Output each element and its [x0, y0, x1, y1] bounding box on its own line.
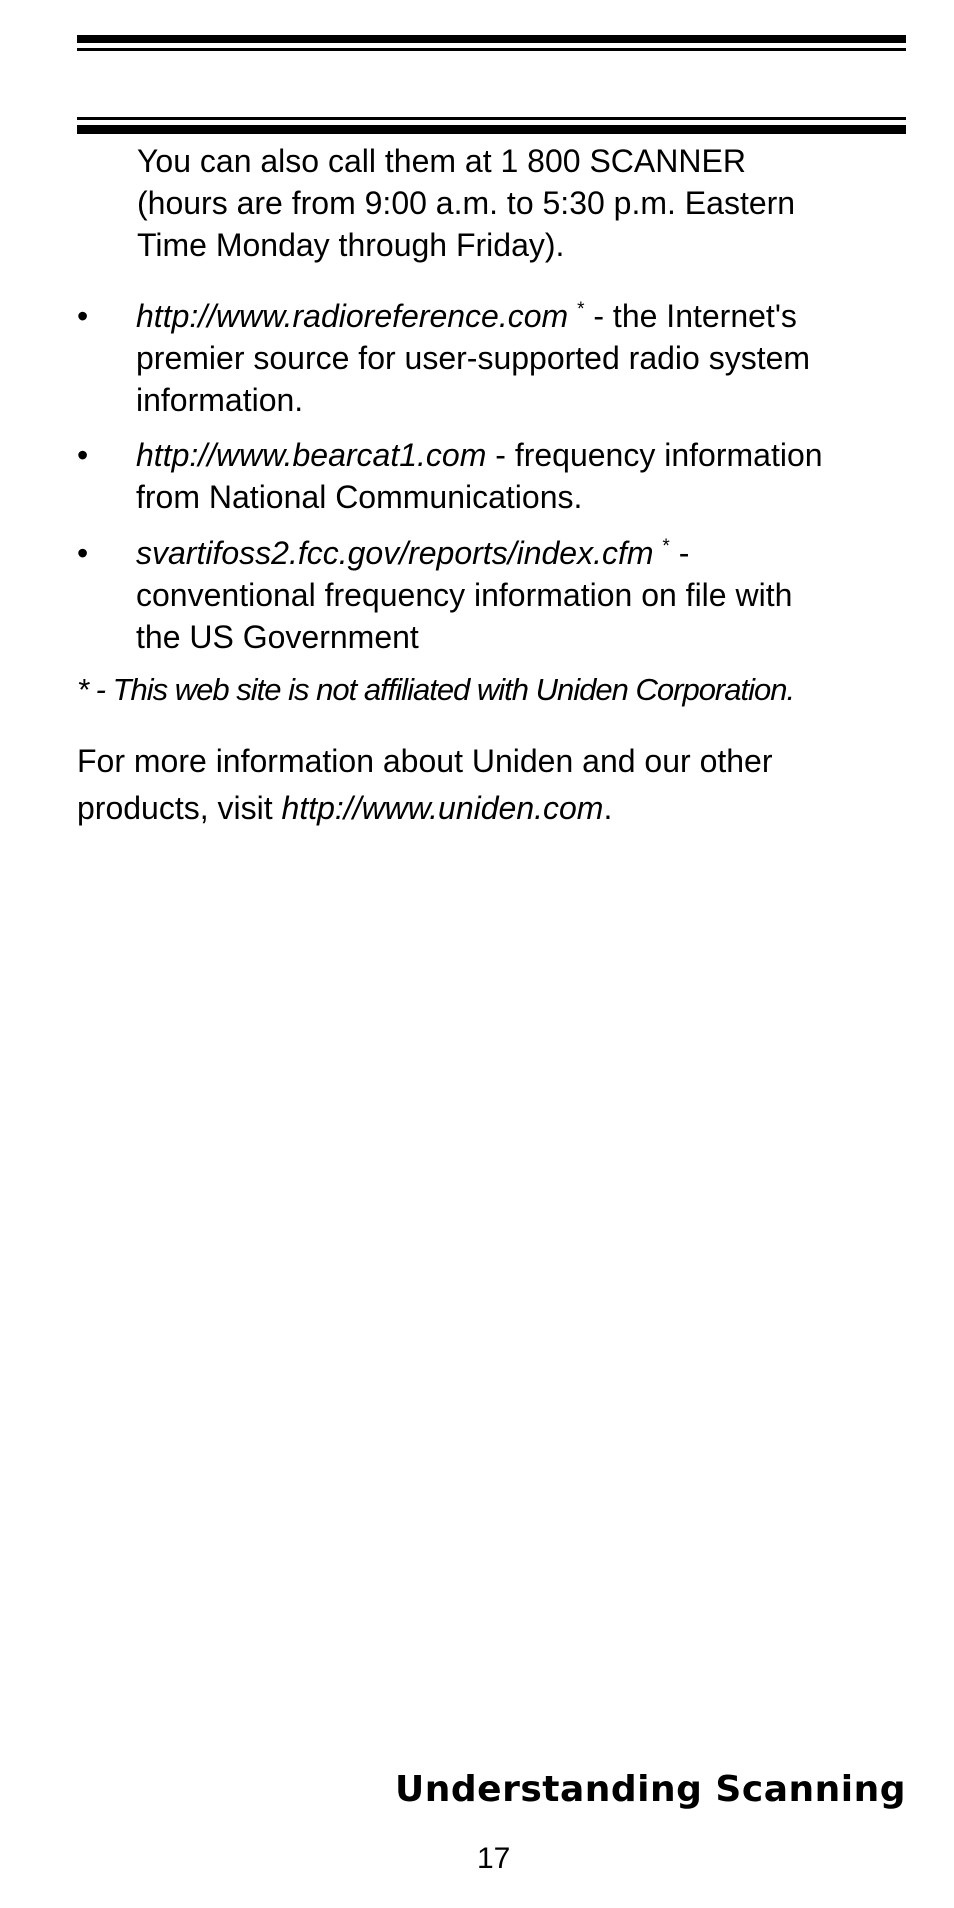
list-item-text: [136, 532, 954, 658]
bullet-icon: •: [77, 437, 89, 473]
list-item-desc: - frequency information: [486, 437, 823, 473]
list-item-desc: - the Internet's: [584, 298, 797, 334]
list-item-desc: information.: [136, 382, 304, 418]
list-item-text: [136, 434, 954, 518]
affiliation-footnote: * - This web site is not affiliated with Uniden Corporation.: [77, 672, 795, 707]
more-info-suffix: .: [603, 790, 613, 826]
list-item-desc: premier source for user-supported radio system: [136, 340, 811, 376]
bullet-icon: •: [77, 298, 89, 334]
section-title: Understanding Scanning: [395, 1769, 906, 1810]
footnote-marker: *: [577, 299, 585, 320]
list-item-desc: from National Communications.: [136, 479, 583, 515]
more-info-line: For more information about Uniden and our other: [77, 743, 773, 779]
fcc-reports-link[interactable]: svartifoss2.fcc.gov/reports/index.cfm: [136, 535, 654, 571]
bullet-icon: •: [77, 535, 89, 571]
list-item-desc: the US Government: [136, 619, 419, 655]
intro-line: Time Monday through Friday).: [137, 227, 565, 263]
header-rule-thin: [77, 117, 906, 120]
top-rule-thin: [77, 48, 906, 51]
intro-line: (hours are from 9:00 a.m. to 5:30 p.m. Eastern: [137, 185, 796, 221]
header-rule-thick: [77, 125, 906, 134]
intro-paragraph: [137, 140, 917, 266]
radioreference-link[interactable]: http://www.radioreference.com: [136, 298, 569, 334]
more-info-paragraph: [77, 738, 907, 832]
list-item-desc: conventional frequency information on file with: [136, 577, 793, 613]
list-item-text: [136, 295, 954, 421]
footnote-marker: *: [662, 536, 670, 557]
more-info-line: products, visit: [77, 790, 282, 826]
intro-line: You can also call them at 1 800 SCANNER: [137, 143, 746, 179]
page-number: 17: [477, 1842, 511, 1875]
uniden-link[interactable]: http://www.uniden.com: [281, 790, 604, 826]
top-rule-thick: [77, 35, 906, 43]
bearcat1-link[interactable]: http://www.bearcat1.com: [136, 437, 487, 473]
list-item-desc: -: [669, 535, 690, 571]
